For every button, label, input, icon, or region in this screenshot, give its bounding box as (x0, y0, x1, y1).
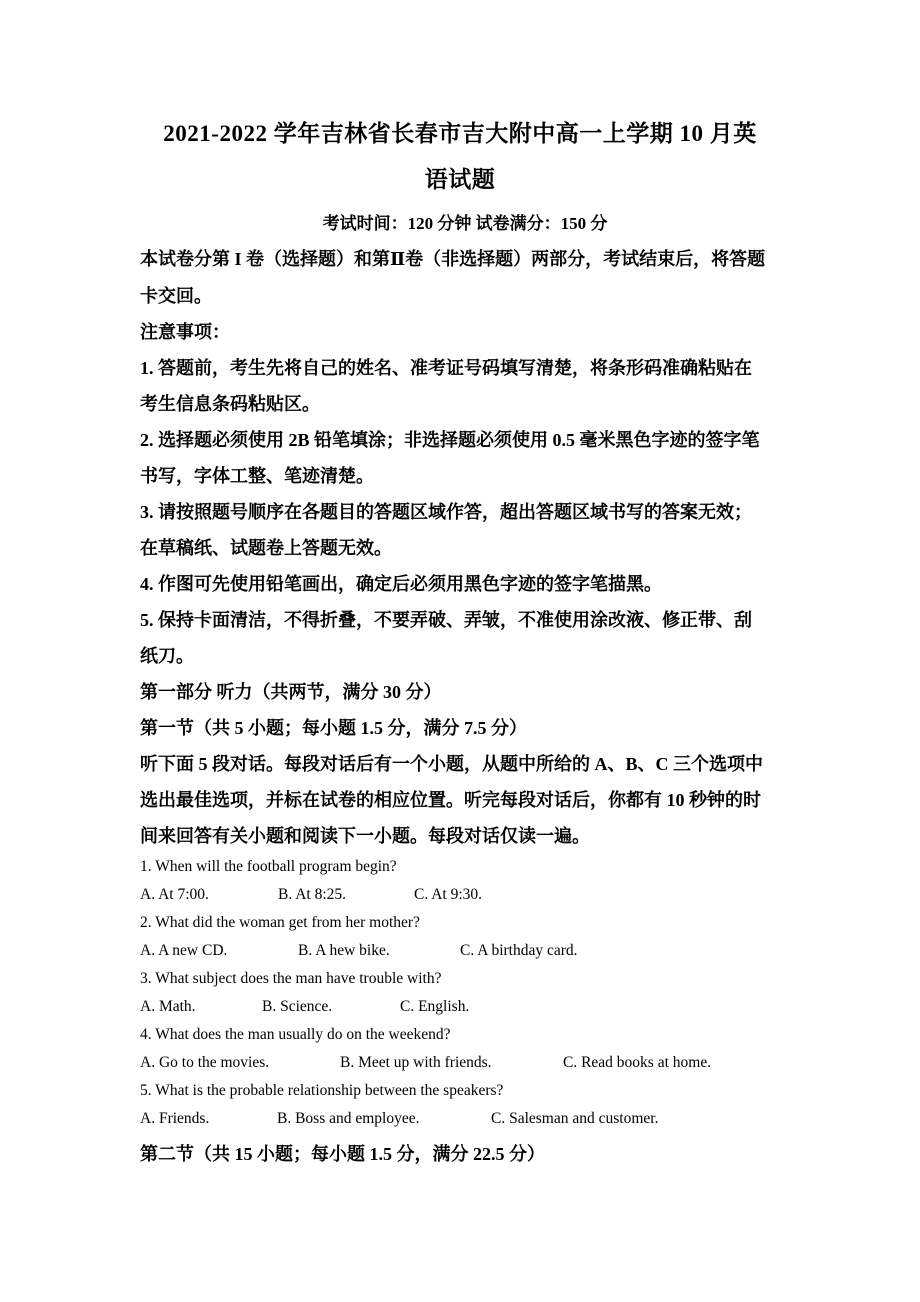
directions-line: 间来回答有关小题和阅读下一小题。每段对话仅读一遍。 (140, 826, 590, 846)
note-line: 考生信息条码粘贴区。 (140, 394, 320, 414)
section2-heading: 第二节（共 15 小题；每小题 1.5 分，满分 22.5 分） (140, 1144, 545, 1164)
option-a: A. A new CD. (140, 942, 228, 959)
note-line: 4. 作图可先使用铅笔画出，确定后必须用黑色字迹的签字笔描黑。 (140, 574, 662, 594)
question-text: 5. What is the probable relationship between the speakers? (140, 1082, 504, 1099)
option-c: C. A birthday card. (460, 942, 578, 959)
option-b: B. Boss and employee. (277, 1110, 420, 1127)
part1-heading: 第一部分 听力（共两节，满分 30 分） (140, 682, 442, 702)
option-c: C. Salesman and customer. (491, 1110, 659, 1127)
intro-line: 本试卷分第 I 卷（选择题）和第Ⅱ卷（非选择题）两部分，考试结束后，将答题 (140, 249, 766, 269)
question-text: 3. What subject does the man have trouble with? (140, 970, 442, 987)
option-a: A. Go to the movies. (140, 1054, 270, 1071)
section1-heading: 第一节（共 5 小题；每小题 1.5 分，满分 7.5 分） (140, 718, 527, 738)
option-b: B. A hew bike. (298, 942, 390, 959)
notes-heading: 注意事项： (140, 322, 230, 342)
exam-title-line2: 语试题 (424, 167, 496, 192)
option-c: C. English. (400, 998, 470, 1015)
note-line: 在草稿纸、试题卷上答题无效。 (140, 538, 392, 558)
option-a: A. Friends. (140, 1110, 210, 1127)
directions-line: 选出最佳选项，并标在试卷的相应位置。听完每段对话后，你都有 10 秒钟的时 (140, 790, 761, 810)
option-c: C. Read books at home. (563, 1054, 712, 1071)
option-a: A. Math. (140, 998, 196, 1015)
question-text: 1. When will the football program begin? (140, 858, 397, 875)
note-line: 5. 保持卡面清洁，不得折叠，不要弄破、弄皱，不准使用涂改液、修正带、刮 (140, 610, 752, 630)
note-line: 3. 请按照题号顺序在各题目的答题区域作答，超出答题区域书写的答案无效； (140, 502, 752, 522)
option-b: B. Science. (262, 998, 333, 1015)
intro-line: 卡交回。 (140, 286, 212, 306)
exam-info: 考试时间：120 分钟 试卷满分：150 分 (322, 214, 608, 233)
question-text: 2. What did the woman get from her mother? (140, 914, 420, 931)
exam-title-line1: 2021-2022 学年吉林省长春市吉大附中高一上学期 10 月英 (163, 121, 757, 146)
note-line: 2. 选择题必须使用 2B 铅笔填涂；非选择题必须使用 0.5 毫米黑色字迹的签字笔 (140, 430, 760, 450)
directions-line: 听下面 5 段对话。每段对话后有一个小题，从题中所给的 A、B、C 三个选项中 (140, 754, 764, 774)
option-b: B. Meet up with friends. (340, 1054, 492, 1071)
option-b: B. At 8:25. (278, 886, 347, 903)
question-text: 4. What does the man usually do on the weekend? (140, 1026, 451, 1043)
note-line: 纸刀。 (140, 646, 194, 666)
option-c: C. At 9:30. (414, 886, 483, 903)
note-line: 1. 答题前，考生先将自己的姓名、准考证号码填写清楚，将条形码准确粘贴在 (140, 358, 752, 378)
option-a: A. At 7:00. (140, 886, 209, 903)
note-line: 书写，字体工整、笔迹清楚。 (140, 466, 374, 486)
